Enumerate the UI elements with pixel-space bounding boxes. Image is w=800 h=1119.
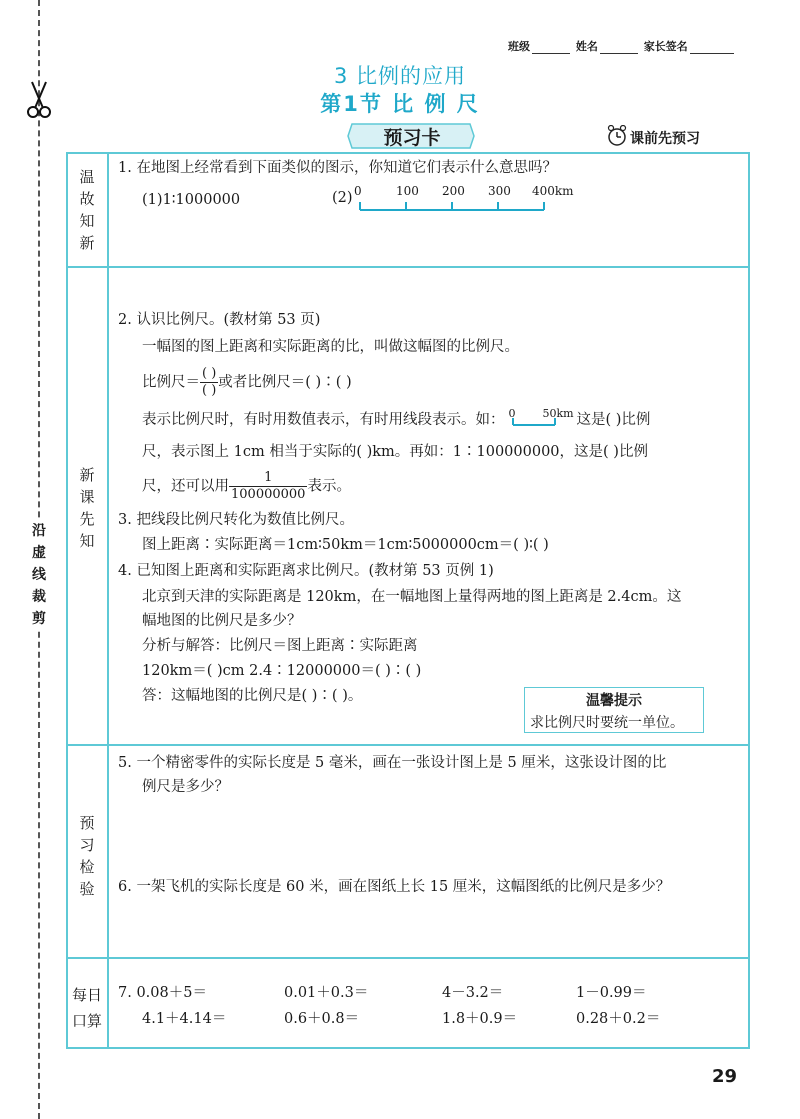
mini-scale-bar (505, 407, 577, 430)
question-2: 2. 认识比例尺。(教材第 53 页) (118, 312, 321, 328)
calc-item[interactable]: 1－0.99＝ (576, 985, 647, 1001)
calc-item[interactable]: 0.01＋0.3＝ (284, 985, 369, 1001)
cut-char: 虚 (32, 545, 46, 561)
alarm-clock-icon (606, 125, 628, 151)
calc-item[interactable]: 1.8＋0.9＝ (442, 1011, 518, 1027)
fraction-denominator-blank[interactable]: ( ) (202, 383, 217, 398)
q5-answer-area[interactable] (142, 800, 732, 870)
q2-line3-blank[interactable]: 这是( )比例 (576, 412, 651, 428)
student-info (508, 38, 736, 54)
fraction-numerator-blank[interactable]: ( ) (202, 366, 217, 381)
q6-answer-area[interactable] (142, 900, 732, 952)
row-label-new-lesson: 新课先知 (79, 466, 95, 550)
q2-line3-text: 表示比例尺时，有时用数值表示，有时用线段表示。如： (142, 412, 505, 428)
q2-fraction (229, 470, 307, 503)
q2-line5-suffix: 表示。 (307, 478, 351, 495)
class-blank[interactable] (532, 53, 570, 54)
mini-scale-50km: 50km (542, 407, 574, 420)
section-title: 第1节 比 例 尺 (320, 92, 480, 116)
pre-study-label: 课前先预习 (630, 131, 700, 147)
q4-answer[interactable]: 答：这幅地图的比例尺是( )∶( )。 (142, 688, 363, 704)
fraction-denominator: 100000000 (231, 487, 306, 502)
row-label-daily: 每日口算 (72, 986, 103, 1030)
cut-char: 裁 (32, 589, 46, 605)
q2-line4[interactable]: 尺，表示图上 1cm 相当于实际的( )km。再如：1∶100000000，这是( )比例 (142, 444, 648, 460)
q1-scale-bar (350, 180, 574, 220)
question-3: 3. 把线段比例尺转化为数值比例尺。 (118, 512, 354, 528)
fraction-numerator: 1 (229, 470, 307, 487)
row-divider (66, 744, 750, 746)
scale-tick-label: 300 (488, 184, 511, 198)
tip-title: 温馨提示 (586, 693, 642, 709)
question-6: 6. 一架飞机的实际长度是 60 米，画在图纸上长 15 厘米，这幅图纸的比例尺是多少？ (118, 879, 671, 895)
class-label: 班级 (508, 40, 530, 53)
question-5: 5. 一个精密零件的实际长度是 5 毫米，画在一张设计图上是 5 厘米，这张设计图的比 (118, 755, 667, 771)
calc-item[interactable]: 7. 0.08＋5＝ (118, 985, 207, 1001)
tip-body: 求比例尺时要统一单位。 (530, 715, 684, 731)
scale-tick-label: 200 (442, 184, 465, 198)
chapter-title: 3 比例的应用 (333, 64, 467, 88)
calc-item[interactable]: 0.28＋0.2＝ (576, 1011, 661, 1027)
row-divider (66, 957, 750, 959)
scale-tick-label: 400km (532, 184, 574, 198)
q3-body[interactable]: 图上距离∶实际距离＝1cm∶50km＝1cm∶5000000cm＝( )∶( ) (142, 537, 549, 553)
q4-line4[interactable]: 120km＝( )cm 2.4∶12000000＝( )∶( ) (142, 663, 422, 679)
scale-tick-label: 0 (354, 184, 362, 198)
cut-char: 线 (32, 567, 46, 583)
cut-char: 沿 (32, 523, 46, 539)
q2-line5-prefix: 尺，还可以用 (142, 478, 229, 495)
formula-suffix[interactable]: 或者比例尺＝( )∶( ) (218, 374, 352, 391)
q5-line2: 例尺是多少？ (142, 779, 229, 795)
scale-tick-label: 100 (396, 184, 419, 198)
cut-instruction (28, 520, 50, 630)
question-1: 1. 在地图上经常看到下面类似的图示，你知道它们表示什么意思吗？ (118, 160, 557, 176)
row-label-check: 预习检验 (79, 814, 95, 898)
q4-line1: 北京到天津的实际距离是 120km，在一幅地图上量得两地的图上距离是 2.4cm。这 (142, 589, 682, 605)
q2-formula (142, 366, 352, 399)
formula-prefix: 比例尺＝ (142, 374, 200, 391)
row-label-review: 温故知新 (79, 168, 95, 252)
label-column-divider (107, 152, 109, 1049)
cut-char: 剪 (32, 611, 46, 627)
mini-scale-zero: 0 (508, 407, 516, 420)
question-4: 4. 已知图上距离和实际距离求比例尺。(教材第 53 页例 1) (118, 563, 494, 579)
formula-fraction (200, 366, 218, 399)
card-title: 预习卡 (383, 127, 441, 149)
name-label: 姓名 (575, 40, 598, 53)
calc-item[interactable]: 0.6＋0.8＝ (284, 1011, 360, 1027)
row-divider (66, 266, 750, 268)
q2-line3 (142, 407, 651, 430)
calc-item[interactable]: 4－3.2＝ (442, 985, 504, 1001)
calc-item[interactable]: 4.1＋4.14＝ (142, 1011, 227, 1027)
q4-line3: 分析与解答：比例尺＝图上距离∶实际距离 (142, 638, 418, 654)
q1-part2-label: (2) (332, 190, 353, 206)
q2-line5 (142, 470, 351, 503)
page-number: 29 (712, 1066, 738, 1087)
q2-definition: 一幅图的图上距离和实际距离的比，叫做这幅图的比例尺。 (142, 339, 519, 355)
name-blank[interactable] (600, 53, 638, 54)
parent-sign-label: 家长签名 (643, 40, 688, 53)
q4-line2: 幅地图的比例尺是多少？ (142, 613, 302, 629)
q1-part1: (1)1∶1000000 (142, 192, 241, 208)
parent-sign-blank[interactable] (690, 53, 734, 54)
